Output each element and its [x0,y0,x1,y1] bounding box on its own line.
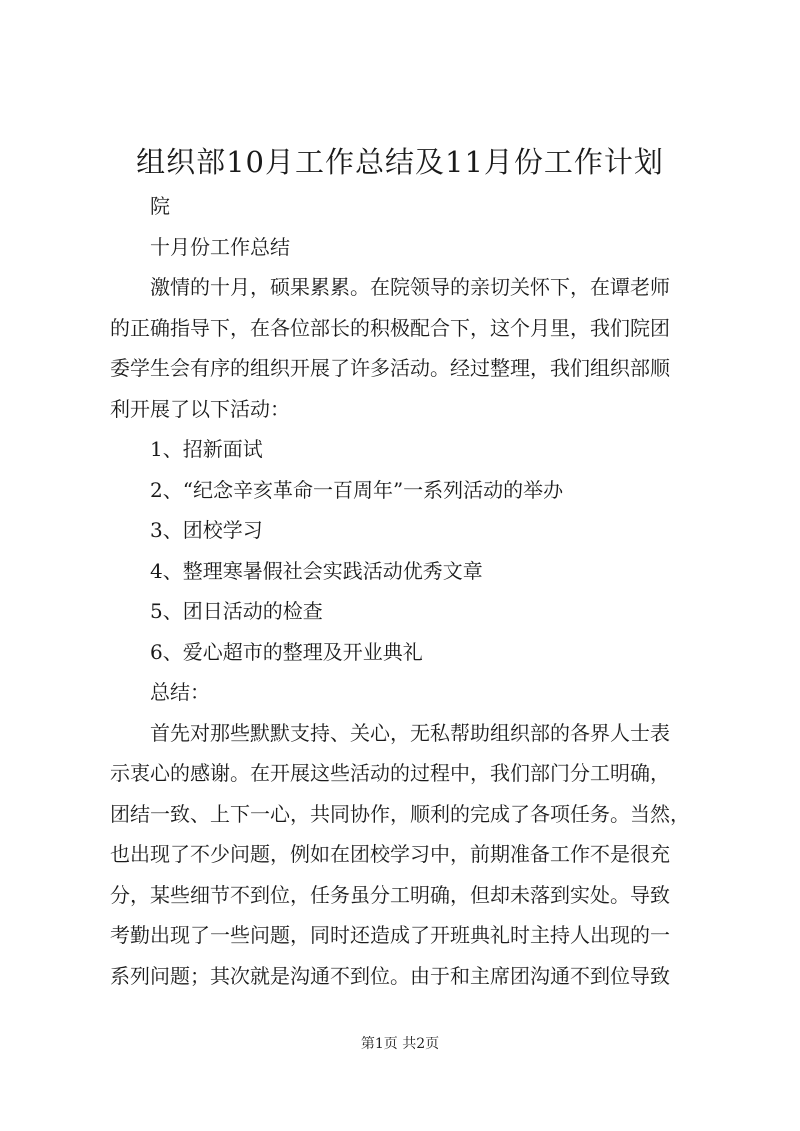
document-title: 组织部10月工作总结及11月份工作计划 [136,145,664,179]
intro-paragraph-line: 利开展了以下活动： [110,396,290,421]
summary-label: 总结： [150,680,210,704]
intro-paragraph-line: 的正确指导下，在各位部长的积极配合下，这个月里，我们院团 [110,315,670,340]
summary-paragraph-line: 首先对那些默默支持、关心，无私帮助组织部的各界人士表 [150,720,670,745]
summary-paragraph-line: 也出现了不少问题，例如在团校学习中，前期准备工作不是很充 [110,842,670,866]
document-body [110,186,710,996]
summary-paragraph-line: 示衷心的感谢。在开展这些活动的过程中，我们部门分工明确， [110,761,670,785]
summary-paragraph-line: 系列问题；其次就是沟通不到位。由于和主席团沟通不到位导致 [110,963,670,988]
activity-item: 3、团校学习 [150,518,263,542]
summary-paragraph-line: 考勤出现了一些问题，同时还造成了开班典礼时主持人出现的一 [110,923,670,947]
activity-item: 6、爱心超市的整理及开业典礼 [150,639,423,664]
intro-paragraph-line: 激情的十月，硕果累累。在院领导的亲切关怀下，在谭老师 [150,275,670,299]
section-heading: 十月份工作总结 [150,234,290,259]
activity-item: 5、团日活动的检查 [150,599,323,623]
summary-paragraph-line: 团结一致、上下一心，共同协作，顺利的完成了各项任务。当然， [110,801,690,826]
page-footer: 第1页 共2页 [360,1036,440,1052]
activity-item: 1、招新面试 [150,437,263,461]
activity-item: 4、整理寒暑假社会实践活动优秀文章 [150,558,483,583]
summary-paragraph-line: 分，某些细节不到位，任务虽分工明确，但却未落到实处。导致 [110,882,670,907]
intro-paragraph-line: 委学生会有序的组织开展了许多活动。经过整理，我们组织部顺 [110,356,670,380]
activity-item: 2、“纪念辛亥革命一百周年”一系列活动的举办 [150,477,564,502]
heading-line: 院 [150,194,170,218]
